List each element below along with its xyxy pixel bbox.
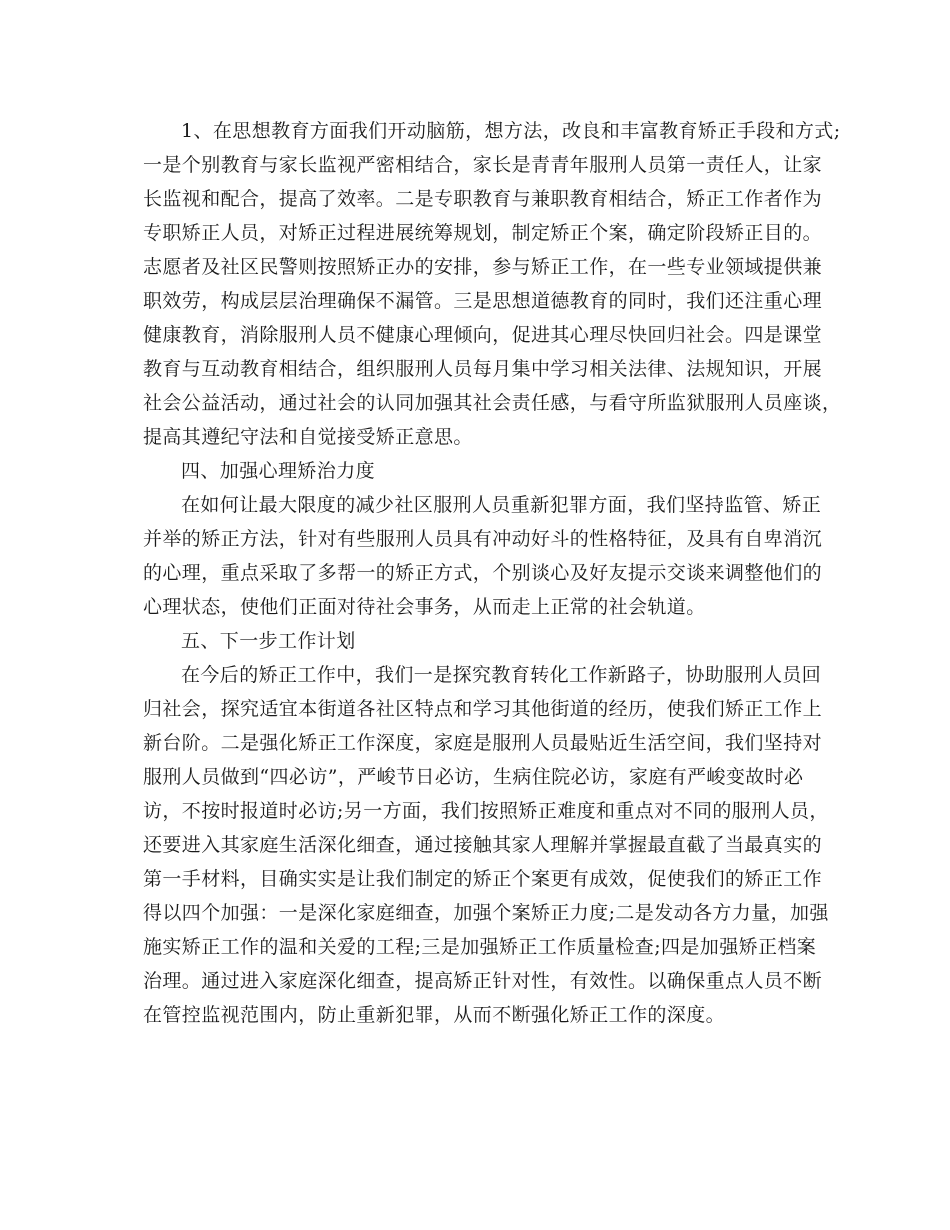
text-line: 得以四个加强：一是深化家庭细查，加强个案矫正力度;二是发动各方力量，加强 (143, 902, 829, 924)
text-line: 新台阶。二是强化矫正工作深度，家庭是服刑人员最贴近生活空间，我们坚持对 (143, 732, 823, 754)
text-line: 的心理，重点采取了多帮一的矫正方式，个别谈心及好友提示交谈来调整他们的 (143, 562, 823, 584)
text-line: 施实矫正工作的温和关爱的工程;三是加强矫正工作质量检查;四是加强矫正档案 (143, 936, 817, 958)
text-line: 服刑人员做到“四必访”，严峻节日必访，生病住院必访，家庭有严峻变故时必 (143, 766, 804, 788)
text-line: 长监视和配合，提高了效率。二是专职教育与兼职教育相结合，矫正工作者作为 (143, 188, 823, 210)
text-line: 并举的矫正方法，针对有些服刑人员具有冲动好斗的性格特征，及具有自卑消沉 (143, 528, 823, 550)
text-line: 健康教育，消除服刑人员不健康心理倾向，促进其心理尽快回归社会。四是课堂 (143, 324, 823, 346)
text-line: 教育与互动教育相结合，组织服刑人员每月集中学习相关法律、法规知识，开展 (143, 358, 823, 380)
paragraph-first-line: 五、下一步工作计划 (181, 630, 356, 652)
text-line: 一是个别教育与家长监视严密相结合，家长是青青年服刑人员第一责任人，让家 (143, 154, 823, 176)
paragraph-first-line: 在今后的矫正工作中，我们一是探究教育转化工作新路子，协助服刑人员回 (181, 664, 822, 686)
paragraph-first-line: 在如何让最大限度的减少社区服刑人员重新犯罪方面，我们坚持监管、矫正 (181, 494, 822, 516)
document-body (143, 114, 842, 1032)
text-line: 心理状态，使他们正面对待社会事务，从而走上正常的社会轨道。 (143, 596, 706, 618)
text-line: 志愿者及社区民警则按照矫正办的安排，参与矫正工作，在一些专业领域提供兼 (143, 256, 823, 278)
text-line: 还要进入其家庭生活深化细查，通过接触其家人理解并掌握最直截了当最真实的 (143, 834, 823, 856)
text-line: 治理。通过进入家庭深化细查，提高矫正针对性，有效性。以确保重点人员不断 (143, 970, 823, 992)
text-line: 社会公益活动，通过社会的认同加强其社会责任感，与看守所监狱服刑人员座谈， (143, 392, 842, 414)
paragraph-first-line: 四、加强心理矫治力度 (181, 460, 376, 482)
text-line: 专职矫正人员，对矫正过程进展统筹规划，制定矫正个案，确定阶段矫正目的。 (143, 222, 823, 244)
text-line: 提高其遵纪守法和自觉接受矫正意思。 (143, 426, 473, 448)
text-line: 职效劳，构成层层治理确保不漏管。三是思想道德教育的同时，我们还注重心理 (143, 290, 823, 312)
text-line: 在管控监视范围内，防止重新犯罪，从而不断强化矫正工作的深度。 (143, 1004, 726, 1026)
text-line: 第一手材料，目确实实是让我们制定的矫正个案更有成效，促使我们的矫正工作 (143, 868, 823, 890)
paragraph-first-line: 1、在思想教育方面我们开动脑筋，想方法，改良和丰富教育矫正手段和方式; (181, 120, 841, 142)
text-line: 归社会，探究适宜本街道各社区特点和学习其他街道的经历，使我们矫正工作上 (143, 698, 823, 720)
text-line: 访，不按时报道时必访;另一方面，我们按照矫正难度和重点对不同的服刑人员， (143, 800, 829, 822)
